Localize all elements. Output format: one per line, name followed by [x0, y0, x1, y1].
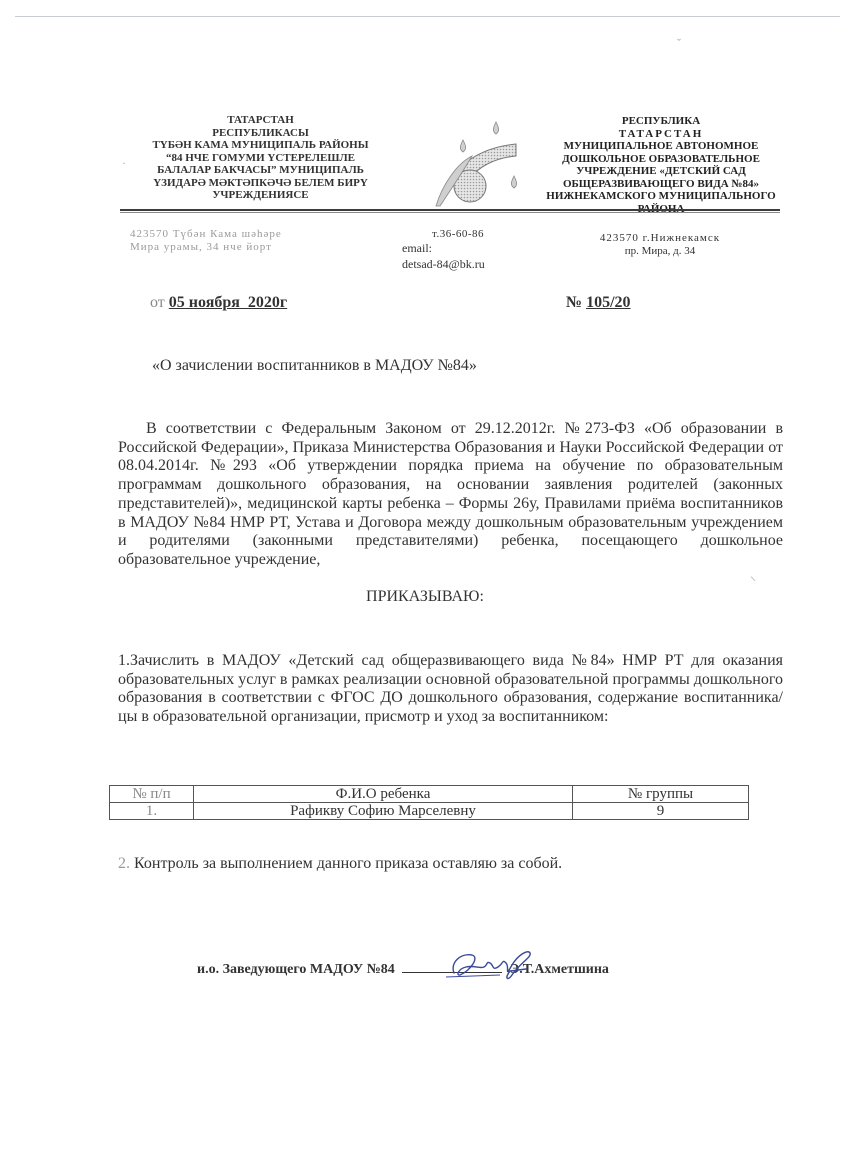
signature-block	[197, 958, 609, 978]
order-date-value: 05 ноября 2020г	[168, 294, 288, 311]
cell-child-name: Рафикву Софию Марселевну	[194, 803, 573, 820]
kindergarten-logo-icon	[418, 118, 518, 208]
order-number	[566, 294, 631, 312]
scan-artifact: ⸌	[750, 574, 757, 588]
scan-artifact: ˇ	[677, 36, 681, 50]
header-left-line: “84 НЧЕ ГОМУМИ ҮСТЕРЕЛЕШЛЕ	[165, 151, 355, 164]
order-number-prefix: №	[566, 294, 583, 311]
header-left-line: ТҮБӘН КАМА МУНИЦИПАЛЬ РАЙОНЫ	[152, 139, 369, 151]
header-right-line: ТАТАРСТАН	[618, 127, 704, 140]
order-date-prefix: от	[150, 294, 165, 311]
handwritten-signature-icon	[440, 945, 540, 985]
order-item-2	[118, 855, 562, 873]
header-right-line: НИЖНЕКАМСКОГО МУНИЦИПАЛЬНОГО	[546, 190, 776, 202]
header-russian-org-name	[532, 115, 790, 215]
header-divider	[120, 209, 780, 211]
address-tatar	[130, 228, 282, 254]
order-item-1: 1.Зачислить в МАДОУ «Детский сад общеразвивающего вида №84» НМР РТ для оказания образовательных услуг в рамках реализации основной образовательной программы дошкольного образования в соответствии с ФГОС ДО дошкольного образования, содержание воспитанника/цы в образовательной организации, присмотр и уход за воспитанником:	[118, 652, 783, 726]
header-right-line: ДОШКОЛЬНОЕ ОБРАЗОВАТЕЛЬНОЕ	[562, 152, 760, 165]
header-right-line: РЕСПУБЛИКА	[621, 115, 701, 127]
order-date	[150, 294, 287, 312]
header-left-line: ТАТАРСТАН	[227, 114, 294, 126]
order-number-value: 105/20	[586, 294, 631, 311]
header-left-line: ҮЗИДАРӘ МӘКТӘПКӘЧӘ БЕЛЕМ БИРҮ	[153, 176, 368, 189]
order-subject: «О зачислении воспитанников в МАДОУ №84»	[152, 357, 477, 374]
column-header-child-name: Ф.И.О ребенка	[194, 786, 573, 803]
column-header-group: № группы	[573, 786, 749, 803]
address-ru-line2: пр. Мира, д. 34	[624, 245, 696, 257]
header-left-line: УЧРЕЖДЕНИЯСЕ	[212, 189, 309, 201]
email-label: email:	[402, 241, 432, 255]
signatory-position: и.о. Заведующего МАДОУ №84	[197, 962, 395, 977]
enrollment-table	[109, 785, 749, 820]
scan-top-edge-line	[15, 16, 840, 17]
address-tatar-line1: 423570 Түбән Кама шәһәре	[130, 228, 282, 240]
preamble-paragraph: В соответствии с Федеральным Законом от 29.12.2012г. №273-ФЗ «Об образовании в Российской Федерации», Приказа Министерства Образования и Науки Российской Федерации от 08.04.2014г. №293 «Об утверждении порядка приема на обучение по образовательным программам дошкольного образования, на основании заявления родителей (законных представителей)», медицинской карты ребенка – Формы 26у, Правилами приёма воспитанников в МАДОУ №84 НМР РТ, Устава и Договора между дошкольным образовательным учреждением и родителями (законными представителями) ребенка, посещающего дошкольное образовательное учреждение,	[118, 420, 783, 568]
email-address: detsad-84@bk.ru	[402, 257, 485, 271]
address-russian	[585, 232, 735, 258]
header-tatar-org-name	[118, 114, 403, 202]
logo-drop	[493, 122, 498, 134]
scan-artifact: ·	[122, 156, 126, 170]
header-divider-thin	[120, 212, 780, 213]
cell-number: 1.	[110, 803, 194, 820]
header-left-line: РЕСПУБЛИКАСЫ	[212, 126, 309, 139]
header-right-line: МУНИЦИПАЛЬНОЕ АВТОНОМНОЕ	[563, 140, 759, 152]
cell-group: 9	[573, 803, 749, 820]
signatory-name: Э.Т.Ахметшина	[509, 962, 609, 977]
header-right-line: УЧРЕЖДЕНИЕ «ДЕТСКИЙ САД	[576, 165, 746, 177]
header-left-line: БАЛАЛАР БАКЧАСЫ” МУНИЦИПАЛЬ	[157, 164, 364, 176]
header-right-line: ОБЩЕРАЗВИВАЮЩЕГО ВИДА №84»	[562, 177, 760, 190]
table-row	[110, 803, 749, 820]
address-tatar-line2: Мира урамы, 34 нче йорт	[130, 241, 272, 253]
order-directive-heading: ПРИКАЗЫВАЮ:	[366, 588, 484, 605]
logo-drop	[460, 140, 465, 152]
column-header-number: № п/п	[110, 786, 194, 803]
order-item-2-text: Контроль за выполнением данного приказа оставляю за собой.	[134, 855, 563, 872]
order-item-2-number: 2.	[118, 855, 130, 872]
address-ru-line1: 423570 г.Нижнекамск	[599, 232, 721, 244]
phone-number: т.36-60-86	[432, 228, 485, 240]
table-header-row	[110, 786, 749, 803]
logo-drop	[511, 176, 516, 188]
